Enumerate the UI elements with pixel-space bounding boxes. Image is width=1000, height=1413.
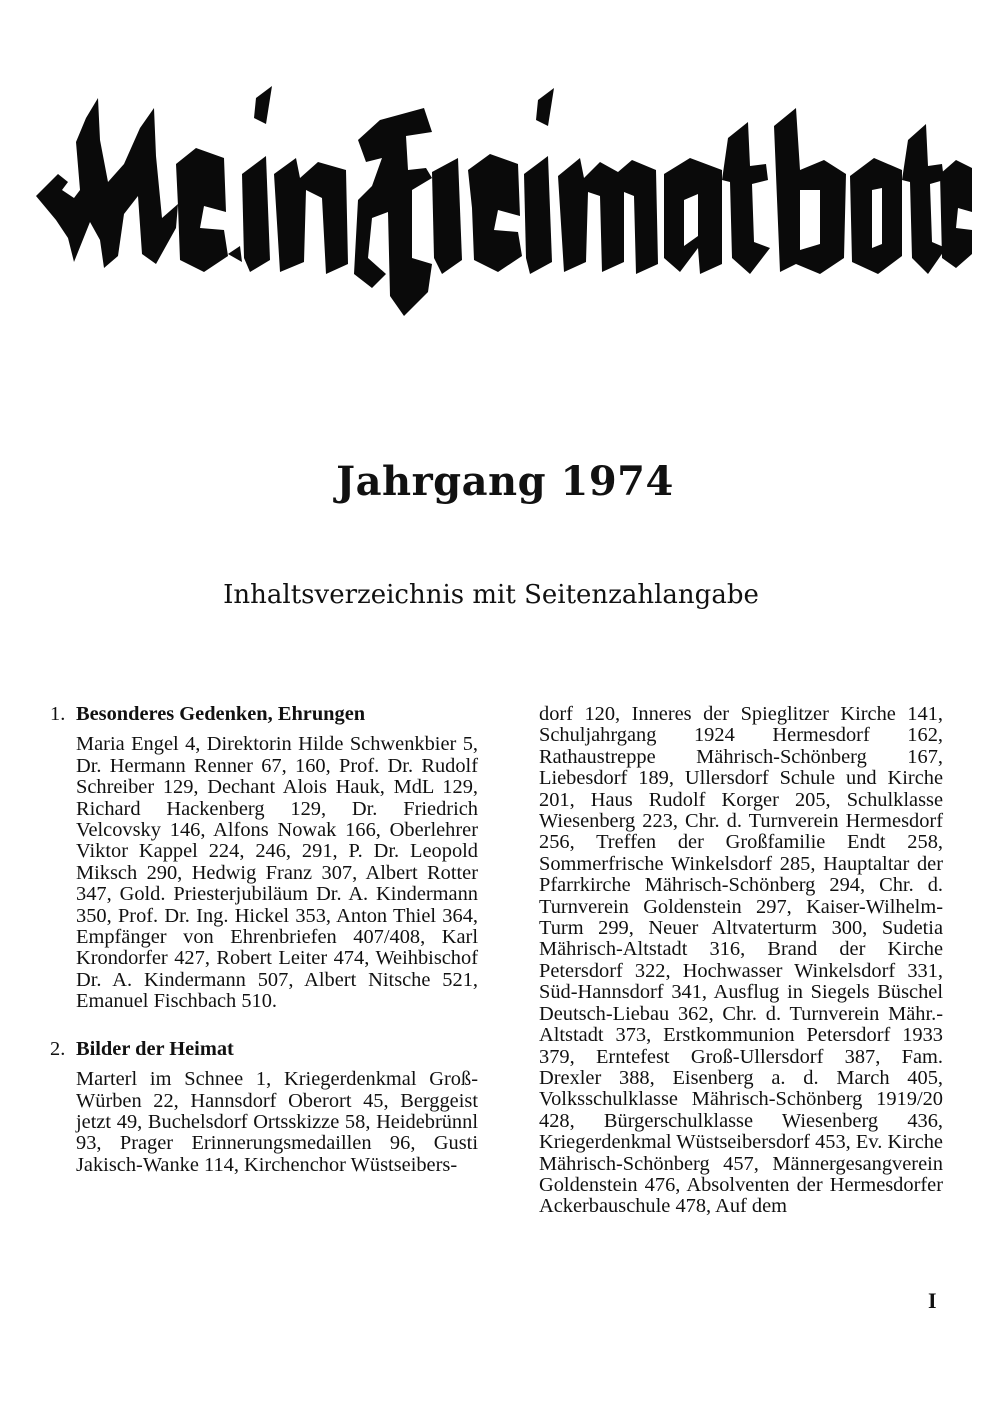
section-gedenken [50,704,478,1013]
section-bilder [50,1039,478,1176]
index-subtitle [0,580,1000,610]
section-entries: Maria Engel 4, Direktorin Hilde Schwenkbier 5, Dr. Hermann Renner 67, 160, Prof. Dr. Rudolf Schreiber 129, Dechant Alois Hauk, MdL 129, Richard Hackenberg 129, Dr. Friedrich Velcovsky 146, Alfons Nowak 166, Oberlehrer Viktor Kappel 224, 246, 291, P. Dr. Leopold Miksch 290, Hedwig Franz 307, Albert Rotter 347, Gold. Priesterjubiläum Dr. A. Kindermann 350, Prof. Dr. Ing. Hickel 353, Anton Thiel 364, Empfänger von Ehrenbriefen 407/408, Karl Krondorfer 427, Robert Leiter 474, Weihbischof Dr. A. Kindermann 507, Albert Nitsche 521, Emanuel Fischbach 510. [76,733,478,1013]
right-column [539,704,943,1244]
section-heading [50,1039,478,1060]
section-heading [50,704,478,725]
volume-title [0,458,1000,505]
section-number: 2. [50,1037,66,1060]
volume-title-text: Jahrgang 1974 [336,458,674,505]
section-entries-continued: dorf 120, Inneres der Spieglitzer Kirche 141, Schuljahrgang 1924 Hermesdorf 162, Rathaustreppe Mährisch-Schönberg 167, Liebesdorf 189, Ullersdorf Schule und Kirche 201, Haus Rudolf Korger 205, Schulklasse Wiesenberg 223, Chr. d. Turnverein Hermesdorf 256, Treffen der Großfamilie Endt 258, Sommerfrische Winkelsdorf 285, Hauptaltar der Pfarrkirche Mährisch-Schönberg 294, Chr. d. Turnverein Goldenstein 297, Kaiser-Wilhelm-Turm 299, Neuer Altvaterturm 300, Sudetia Mährisch-Altstadt 316, Brand der Kirche Petersdorf 322, Hochwasser Winkelsdorf 331, Süd-Hannsdorf 341, Ausflug in Siegels Büschel Deutsch-Liebau 362, Chr. d. Turnverein Mähr.-Altstadt 373, Erstkommunion Petersdorf 1933 379, Erntefest Groß-Ullersdorf 387, Fam. Drexler 388, Eisenberg a. d. March 405, Volksschulklasse Mährisch-Schönberg 1919/20 428, Bürgerschulklasse Wiesenberg 436, Kriegerdenkmal Wüstseibersdorf 453, Ev. Kirche Mährisch-Schönberg 457, Männergesangverein Goldenstein 476, Absolventen der Hermesdorfer Ackerbauschule 478, Auf dem [539,703,943,1218]
masthead-logo [28,78,972,328]
section-title: Bilder der Heimat [76,1037,234,1060]
section-entries: Marterl im Schnee 1, Kriegerdenkmal Groß-Würben 22, Hannsdorf Oberort 45, Berggeist jetzt 49, Buchelsdorf Ortsskizze 58, Heidebrünnl 93, Prager Erinnerungsmedaillen 96, Gusti Jakisch-Wanke 114, Kirchenchor Wüstseibers- [76,1068,478,1176]
index-subtitle-text: Inhaltsverzeichnis mit Seitenzahlangabe [223,580,759,610]
section-number: 1. [50,703,66,725]
section-bilder-continued [539,704,943,1218]
page-number: I [928,1288,937,1313]
left-column [50,704,478,1202]
section-title: Besonderes Gedenken, Ehrungen [76,703,366,725]
masthead-logo-graphic [28,78,972,328]
